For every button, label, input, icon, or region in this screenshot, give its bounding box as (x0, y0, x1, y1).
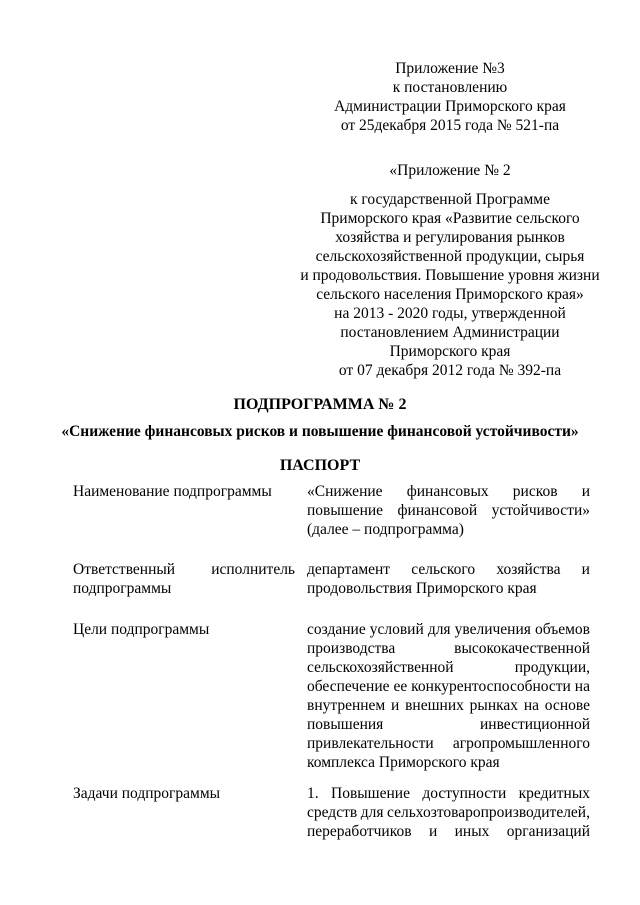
value-line: сельскохозяйственной продукции, (307, 659, 590, 676)
value-line: производства высококачественной (307, 640, 590, 657)
label-line: Наименование подпрограммы (73, 483, 272, 500)
appendix-line: от 25декабря 2015 года № 521-па (340, 117, 560, 134)
appendix-line: на 2013 - 2020 годы, утвержденной (334, 305, 566, 322)
passport-title: ПАСПОРТ (279, 457, 361, 474)
value-line: комплекса Приморского края (307, 754, 500, 771)
appendix-line: сельского населения Приморского края» (316, 286, 584, 303)
row-label (73, 482, 295, 501)
label-line: Ответственный исполнитель (73, 561, 295, 578)
label-line: Цели подпрограммы (73, 621, 210, 638)
value-line: «Снижение финансовых рисков и (307, 483, 590, 500)
value-line: создание условий для увеличения объемов (307, 621, 590, 638)
appendix-line: «Приложение № 2 (389, 162, 511, 179)
value-line: переработчиков и иных организаций (307, 823, 590, 840)
value-line: департамент сельского хозяйства и (307, 561, 590, 578)
label-line: подпрограммы (73, 580, 172, 597)
appendix-line: и продовольствия. Повышение уровня жизни (300, 267, 600, 284)
value-line: обеспечение ее конкурентоспособности на (307, 678, 590, 695)
row-label (73, 784, 295, 803)
value-line: (далее – подпрограмма) (307, 521, 464, 538)
row-label (73, 620, 295, 639)
appendix-line: Приморского края «Развитие сельского (320, 210, 580, 227)
appendix-line: Приложение №3 (395, 60, 505, 77)
appendix-line: к постановлению (392, 79, 508, 96)
appendix-3-header (300, 59, 600, 135)
row-label (73, 560, 295, 598)
appendix-line: сельскохозяйственной продукции, сырья (315, 248, 585, 265)
row-value (307, 620, 590, 772)
appendix-line: от 07 декабря 2012 года № 392-па (338, 362, 562, 379)
appendix-line: Приморского края (389, 343, 511, 360)
appendix-line: Администрации Приморского края (334, 98, 566, 115)
value-line: средств для сельхозтоваропроизводителей, (307, 804, 590, 821)
appendix-line: постановлением Администрации (340, 324, 560, 341)
subprogram-title: ПОДПРОГРАММА № 2 (233, 396, 407, 413)
value-line: продовольствия Приморского края (307, 580, 537, 597)
row-value (307, 482, 590, 539)
subprogram-name: «Снижение финансовых рисков и повышение финансовой устойчивости» (61, 423, 579, 440)
appendix-line: хозяйства и регулирования рынков (335, 229, 565, 246)
value-line: привлекательности агропромышленного (307, 735, 590, 752)
appendix-line: к государственной Программе (350, 191, 550, 208)
appendix-2-header (300, 161, 600, 380)
value-line: повышения инвестиционной (307, 716, 590, 733)
value-line: повышение финансовой устойчивости» (307, 502, 590, 519)
label-line: Задачи подпрограммы (73, 785, 221, 802)
value-line: внутреннем и внешних рынках на основе (307, 697, 590, 714)
value-line: 1. Повышение доступности кредитных (307, 785, 590, 802)
row-value (307, 784, 590, 841)
row-value (307, 560, 590, 598)
